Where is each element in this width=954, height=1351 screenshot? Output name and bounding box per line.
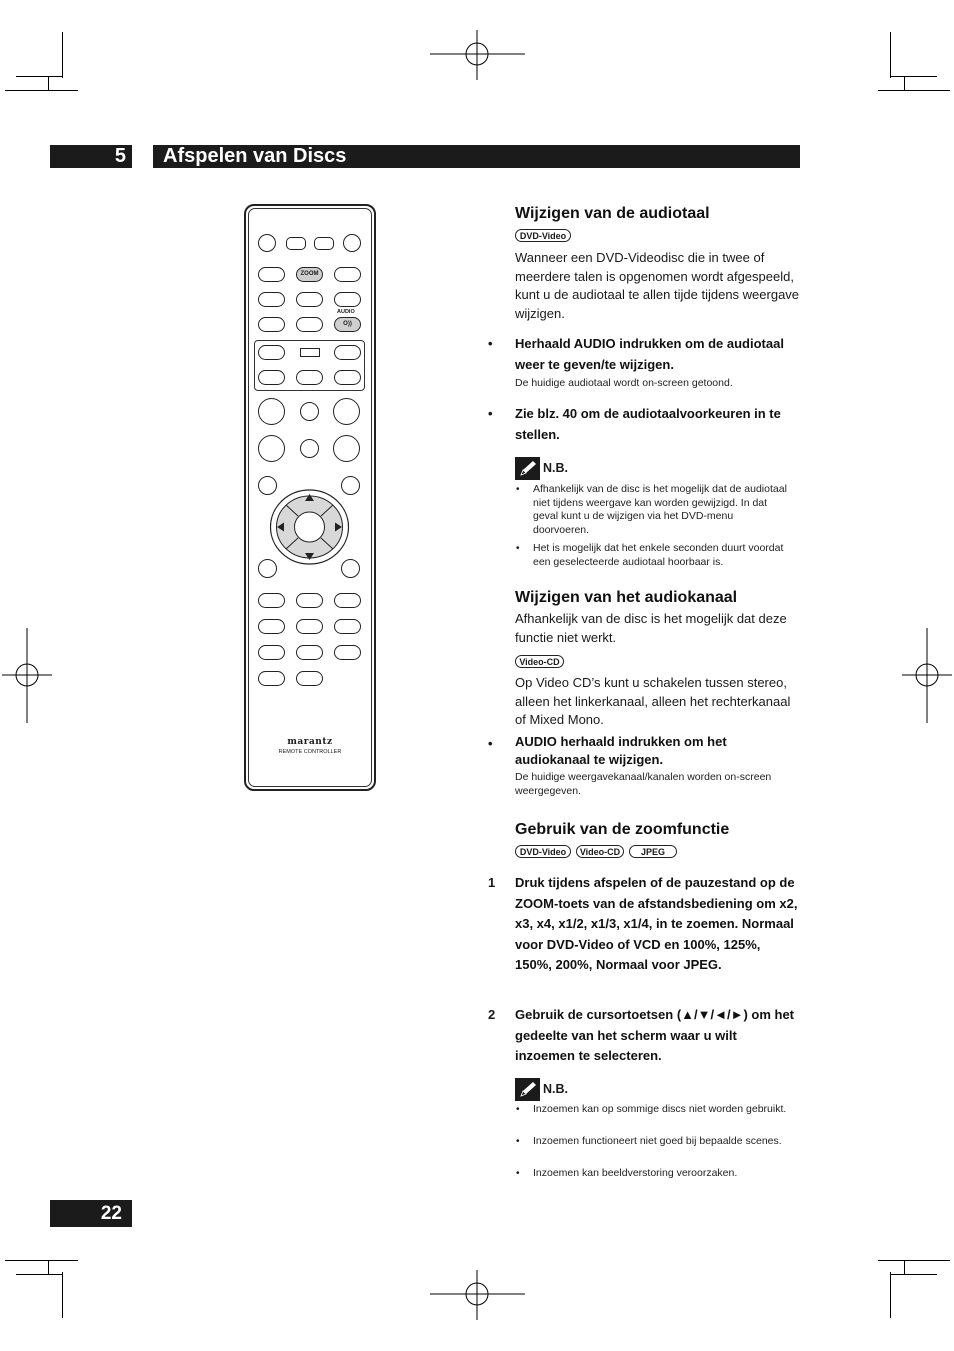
brand-logo: marantz bbox=[287, 737, 333, 747]
step-number: 1 bbox=[488, 875, 496, 890]
remote-button bbox=[334, 292, 361, 307]
remote-button bbox=[300, 402, 319, 421]
pencil-icon bbox=[515, 1078, 540, 1101]
remote-button bbox=[334, 593, 361, 608]
remote-button bbox=[286, 237, 306, 250]
paragraph: Op Video CD’s kunt u schakelen tussen stereo, alleen het linkerkanaal, alleen het rechterkanaal of Mixed Mono. bbox=[515, 675, 791, 727]
registration-mark-bottom bbox=[430, 1270, 525, 1320]
instruction: Herhaald AUDIO indrukken om de audiotaal weer te geven/te wijzigen. bbox=[515, 336, 784, 372]
remote-button bbox=[296, 671, 323, 686]
remote-button bbox=[258, 292, 285, 307]
page-number: 22 bbox=[50, 1200, 132, 1227]
paragraph: Wanneer een DVD-Videodisc die in twee of meerdere talen is opgenomen wordt afgespeeld, kunt u de audiotaal te allen tijde tijdens weergave wijzigen. bbox=[515, 250, 800, 321]
instruction-detail: De huidige weergavekanaal/kanalen worden on-screen weergegeven. bbox=[515, 771, 772, 797]
step-text: Druk tijdens afspelen of de pauzestand op de ZOOM-toets van de afstandsbediening om x2, x3, x4, x1/2, x1/3, x1/4, in te zoemen. Normaal voor DVD-Video of VCD en 100%, 125%, 150%, 200%, Normaal voor JPEG. bbox=[515, 875, 798, 972]
remote-button bbox=[296, 619, 323, 634]
remote-button bbox=[334, 345, 361, 360]
format-tag: DVD-Video bbox=[515, 845, 571, 858]
step-number: 2 bbox=[488, 1007, 496, 1022]
remote-button bbox=[258, 619, 285, 634]
remote-button bbox=[334, 370, 361, 385]
remote-button bbox=[258, 345, 285, 360]
d-pad-icon bbox=[269, 488, 350, 566]
remote-button bbox=[258, 267, 285, 282]
bullet: • bbox=[516, 1168, 520, 1179]
audio-button: O)) bbox=[334, 317, 361, 332]
remote-button bbox=[334, 267, 361, 282]
registration-mark-right bbox=[902, 628, 952, 723]
remote-button bbox=[314, 237, 334, 250]
format-tag: JPEG bbox=[629, 845, 677, 858]
registration-mark-top bbox=[430, 30, 525, 80]
remote-button bbox=[333, 435, 360, 462]
section-title: Gebruik van de zoomfunctie bbox=[515, 821, 730, 838]
bullet: • bbox=[516, 1136, 520, 1147]
remote-button bbox=[258, 398, 285, 425]
remote-button bbox=[258, 234, 276, 252]
pencil-icon bbox=[515, 457, 540, 480]
zoom-button: ZOOM bbox=[296, 267, 323, 282]
note-item: Inzoemen kan beeldverstoring veroorzaken. bbox=[533, 1167, 738, 1179]
registration-mark-left bbox=[2, 628, 52, 723]
step-text: Gebruik de cursortoetsen (▲/▼/◄/►) om het gedeelte van het scherm waar u wilt inzoemen te selecteren. bbox=[515, 1007, 795, 1063]
brand-subtitle: REMOTE CONTROLLER bbox=[278, 749, 342, 755]
remote-button bbox=[334, 619, 361, 634]
remote-button bbox=[296, 292, 323, 307]
remote-button bbox=[258, 435, 285, 462]
note-label: N.B. bbox=[543, 461, 568, 475]
remote-button bbox=[334, 645, 361, 660]
remote-button bbox=[296, 645, 323, 660]
note-item: Afhankelijk van de disc is het mogelijk dat de audiotaal niet tijdens weergave kan worden gewijzigd. In dat geval kunt u de wijzigen via het DVD-menu doorvoeren. bbox=[533, 483, 787, 536]
remote-button bbox=[296, 317, 323, 332]
instruction: Zie blz. 40 om de audiotaalvoorkeuren in te stellen. bbox=[515, 406, 781, 442]
format-tag: DVD-Video bbox=[515, 229, 571, 242]
remote-button bbox=[258, 317, 285, 332]
note-item: Het is mogelijk dat het enkele seconden duurt voordat een geselecteerde audiotaal hoorbaar is. bbox=[533, 542, 784, 568]
bullet: • bbox=[516, 484, 520, 495]
remote-button bbox=[300, 348, 320, 357]
remote-button bbox=[258, 671, 285, 686]
chapter-title: Afspelen van Discs bbox=[153, 145, 800, 168]
remote-button bbox=[296, 593, 323, 608]
bullet: • bbox=[488, 336, 493, 351]
note-label: N.B. bbox=[543, 1082, 568, 1096]
bullet: • bbox=[488, 406, 493, 421]
remote-button bbox=[258, 645, 285, 660]
bullet: • bbox=[488, 736, 493, 751]
bullet: • bbox=[516, 1104, 520, 1115]
paragraph: Afhankelijk van de disc is het mogelijk dat deze functie niet werkt. bbox=[515, 611, 787, 645]
instruction-detail: De huidige audiotaal wordt on-screen getoond. bbox=[515, 377, 733, 389]
audio-label: AUDIO bbox=[337, 309, 355, 315]
remote-button bbox=[300, 439, 319, 458]
remote-button bbox=[296, 370, 323, 385]
section-title: Wijzigen van het audiokanaal bbox=[515, 589, 738, 606]
instruction: AUDIO herhaald indrukken om het audiokanaal te wijzigen. bbox=[515, 734, 727, 767]
format-tag: Video-CD bbox=[576, 845, 624, 858]
remote-button bbox=[258, 593, 285, 608]
bullet: • bbox=[516, 543, 520, 554]
remote-button bbox=[333, 398, 360, 425]
format-tag: Video-CD bbox=[515, 655, 564, 668]
remote-button bbox=[258, 370, 285, 385]
section-title: Wijzigen van de audiotaal bbox=[515, 205, 710, 222]
note-item: Inzoemen kan op sommige discs niet worden gebruikt. bbox=[533, 1103, 787, 1115]
note-item: Inzoemen functioneert niet goed bij bepaalde scenes. bbox=[533, 1135, 782, 1147]
chapter-number: 5 bbox=[50, 145, 132, 168]
remote-button bbox=[343, 234, 361, 252]
